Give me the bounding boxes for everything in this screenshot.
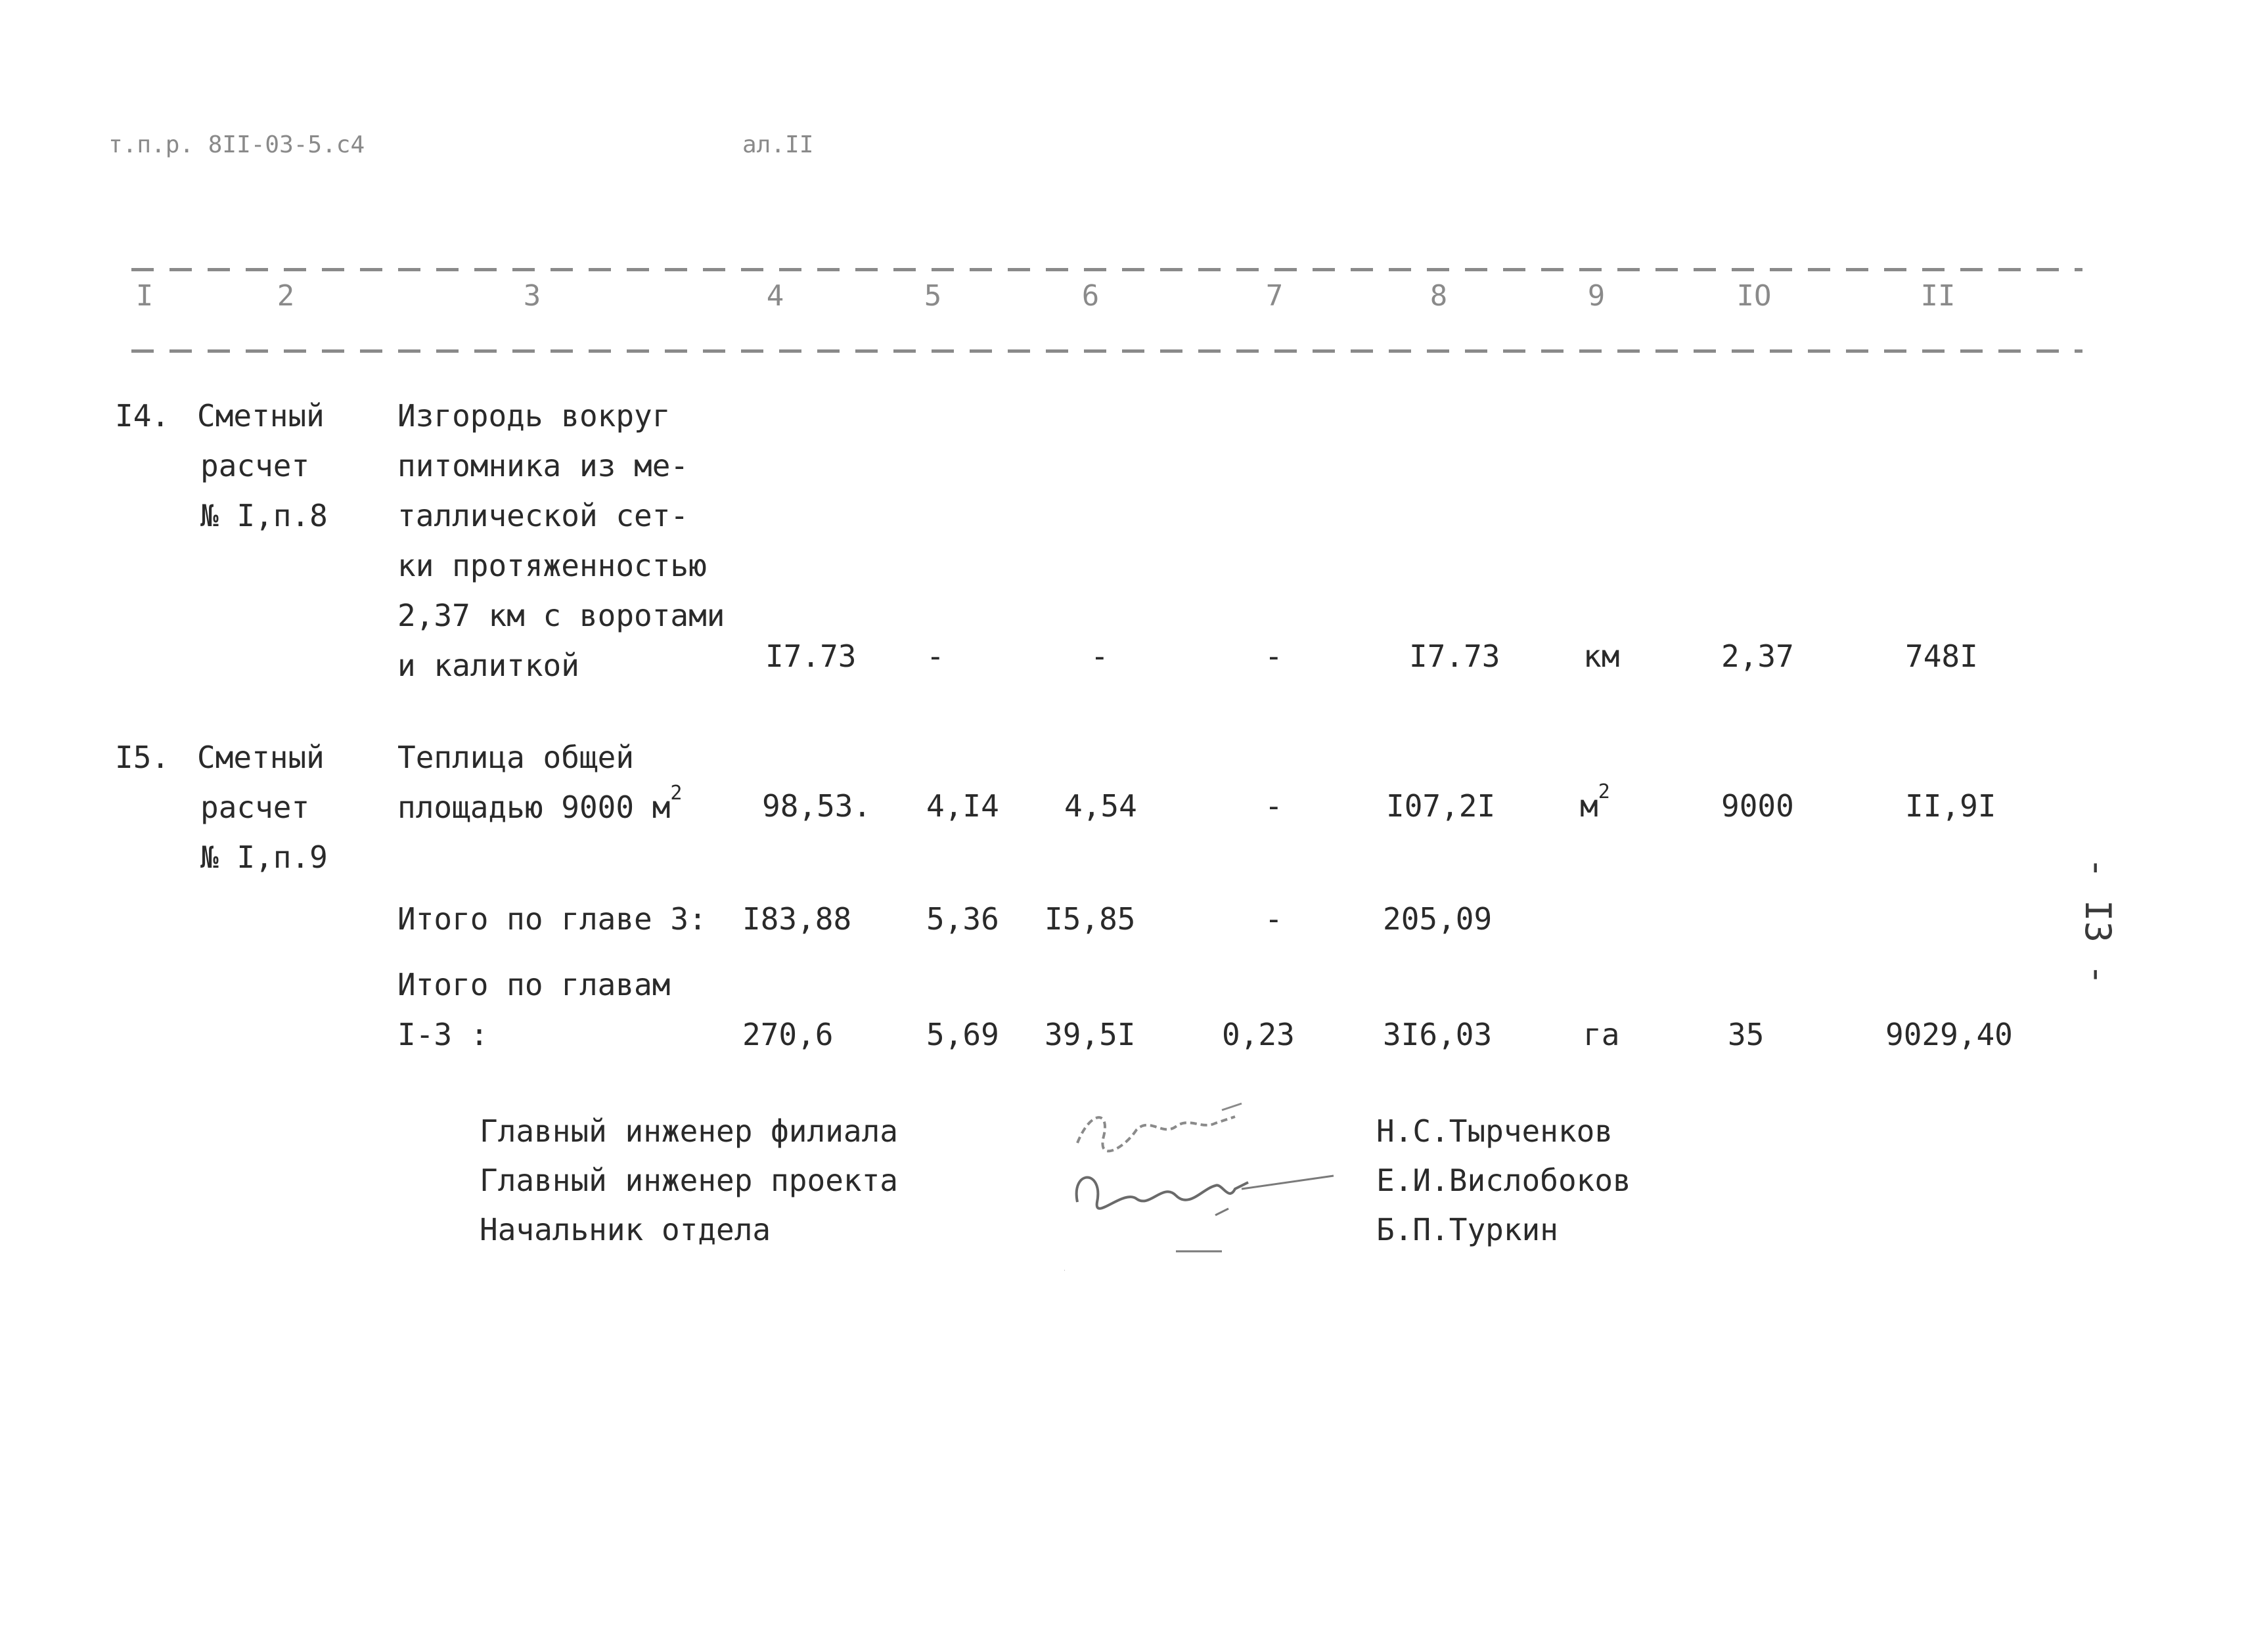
cell-col10: 35 — [1728, 1017, 1765, 1052]
cell-col8: 3I6,03 — [1383, 1017, 1493, 1052]
estimate-basis — [197, 391, 328, 541]
column-number: IO — [1736, 279, 1772, 313]
description-text: площадью 9000 м — [397, 790, 671, 825]
column-number: 8 — [1429, 279, 1448, 313]
row-number: I5. — [115, 740, 170, 775]
column-number: 2 — [277, 279, 295, 313]
cell-col5: 5,36 — [926, 901, 999, 937]
signatory-role: Начальник отдела — [480, 1212, 771, 1247]
column-number: 4 — [766, 279, 784, 313]
total-label: Итого по главам — [397, 967, 671, 1002]
cell-col5: - — [926, 638, 945, 674]
estimate-basis — [197, 732, 328, 882]
cell-col11: II,9I — [1905, 788, 1996, 824]
cell-col7: - — [1265, 638, 1283, 674]
column-number: 5 — [924, 279, 942, 313]
cell-col9: га — [1583, 1017, 1620, 1052]
cell-col8: I7.73 — [1409, 638, 1500, 674]
cell-col10: 9000 — [1721, 788, 1794, 824]
cell-col4: 98,53. — [762, 788, 872, 824]
basis-line: расчет — [200, 448, 310, 483]
cell-col8: I07,2I — [1386, 788, 1496, 824]
cell-col6: - — [1091, 638, 1109, 674]
cell-col4: 270,6 — [742, 1017, 834, 1052]
cell-col4: I7.73 — [765, 638, 857, 674]
total-label: I-3 : — [397, 1017, 489, 1052]
item-description — [397, 732, 682, 832]
cell-col8: 205,09 — [1383, 901, 1493, 937]
handwritten-signature — [1064, 1090, 1340, 1287]
basis-line: расчет — [200, 790, 310, 825]
table-top-rule — [131, 268, 2082, 271]
signatory-name: Н.С.Тырченков — [1376, 1113, 1613, 1149]
column-number: 6 — [1081, 279, 1100, 313]
cell-col9: км — [1583, 638, 1620, 674]
cell-col7: 0,23 — [1222, 1017, 1295, 1052]
row-number: I4. — [115, 398, 170, 434]
superscript: 2 — [1598, 780, 1610, 803]
cell-col4: I83,88 — [742, 901, 852, 937]
signatory-name: Б.П.Туркин — [1376, 1212, 1558, 1247]
superscript: 2 — [670, 782, 683, 805]
unit-text: м — [1580, 788, 1598, 824]
page-number: - I3 - — [2077, 857, 2119, 986]
description-line — [397, 782, 682, 832]
column-number: 9 — [1587, 279, 1606, 313]
column-number: 7 — [1265, 279, 1284, 313]
cell-col6: I5,85 — [1045, 901, 1136, 937]
column-number: 3 — [523, 279, 541, 313]
basis-line: № I,п.8 — [200, 498, 328, 533]
description-line: Изгородь вокруг — [397, 398, 671, 434]
description-line: ки протяженностью — [397, 548, 707, 583]
cell-col5: 5,69 — [926, 1017, 999, 1052]
cell-col6: 4,54 — [1064, 788, 1137, 824]
description-line: питомника из ме- — [397, 448, 689, 483]
description-line: таллической сет- — [397, 498, 689, 533]
cell-col11: 748I — [1905, 638, 1978, 674]
cell-col9 — [1580, 780, 1610, 824]
cell-col7: - — [1265, 901, 1283, 937]
sheet-reference: ал.II — [742, 131, 814, 158]
column-number: I — [135, 279, 154, 313]
description-line: и калиткой — [397, 648, 579, 683]
column-number: II — [1920, 279, 1956, 313]
table-header-rule — [131, 349, 2082, 353]
cell-col7: - — [1265, 788, 1283, 824]
description-line: 2,37 км с воротами — [397, 598, 725, 633]
basis-line: Сметный — [197, 398, 325, 434]
document-reference: т.п.р. 8II-03-5.с4 — [108, 131, 365, 158]
item-description — [397, 391, 725, 690]
basis-line: № I,п.9 — [200, 839, 328, 875]
signatory-role: Главный инженер филиала — [480, 1113, 898, 1149]
signatory-name: Е.И.Вислобоков — [1376, 1163, 1631, 1198]
description-line: Теплица общей — [397, 740, 635, 775]
cell-col5: 4,I4 — [926, 788, 999, 824]
cell-col10: 2,37 — [1721, 638, 1794, 674]
basis-line: Сметный — [197, 740, 325, 775]
cell-col11: 9029,40 — [1885, 1017, 2013, 1052]
cell-col6: 39,5I — [1045, 1017, 1136, 1052]
total-label: Итого по главе 3: — [397, 901, 707, 937]
signatory-role: Главный инженер проекта — [480, 1163, 898, 1198]
